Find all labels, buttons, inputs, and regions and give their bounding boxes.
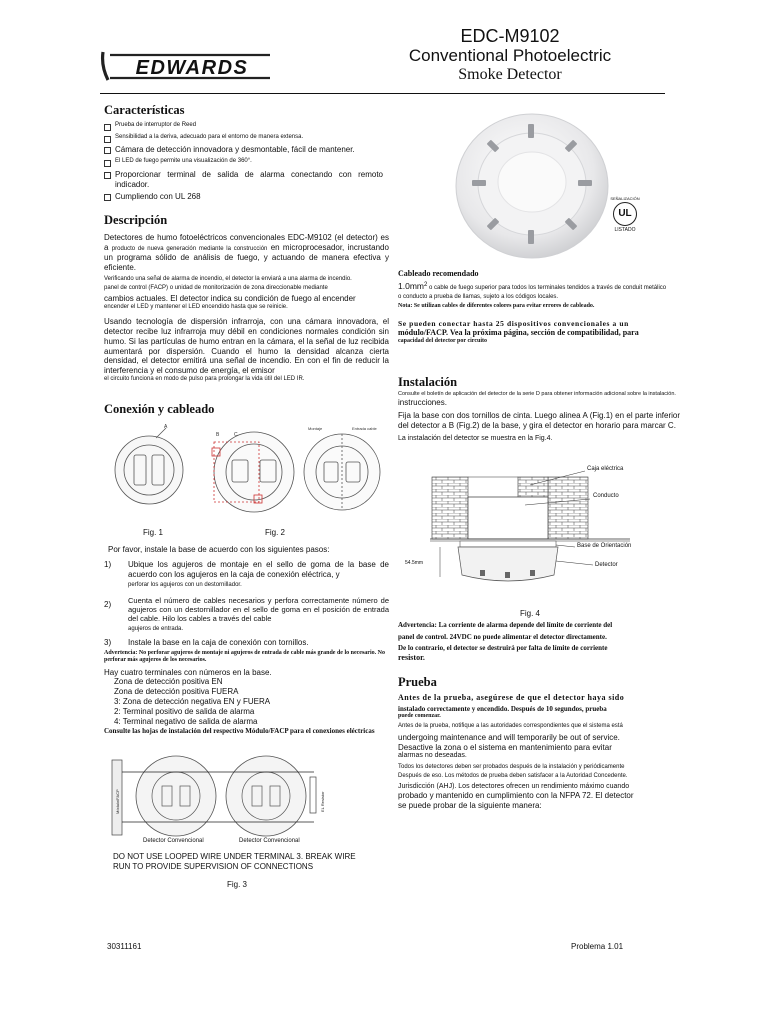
ul-logo-icon: UL (613, 202, 637, 226)
step-2: 2) Cuenta el número de cables necesarios y perfora correctamente número de agujeros con un destornillador en el sello de goma en el posición de entrada del cable. Hilo los cables a través del cable agujeros de entrada. (104, 595, 389, 632)
detector-label-2: Detector Convencional (239, 838, 300, 844)
fig3-caption: Fig. 3 (227, 880, 248, 889)
list-item: Proporcionar terminal de salida de alarma conectando con remoto indicador. (104, 170, 389, 190)
features-heading: Características (104, 103, 185, 117)
terminal-list (104, 677, 389, 727)
checkbox-icon (104, 194, 111, 201)
brand-logo (100, 48, 275, 84)
test-p8: Todos los detectores deben ser probados después de la instalación y periódicamente (398, 763, 625, 770)
fig4-installation-illustration (430, 465, 670, 605)
connection-warning: Advertencia: No perforar agujeros de montaje ni agujeros de entrada de cable más grande de lo necesario. No perforar más agujeros de los necesarios. (104, 650, 385, 664)
label-caja: Caja eléctrica (587, 466, 624, 472)
label-dimension: 54.5mm (405, 560, 424, 566)
fig2-base (212, 432, 294, 512)
svg-text:B: B (216, 432, 220, 438)
checkbox-icon (104, 124, 111, 131)
consult-note: Consulte las hojas de instalación del respectivo Módulo/FACP para el conexiones eléctricas (104, 727, 375, 736)
connection-heading: Conexión y cableado (104, 402, 215, 416)
label-detector: Detector (595, 562, 618, 568)
list-item: Zona de detección positiva FUERA (114, 687, 239, 697)
install-warning (398, 621, 680, 662)
product-line3: Smoke Detector (458, 66, 562, 83)
installation-diagram (430, 465, 670, 605)
list-item: Cámara de detección innovadora y desmontable, fácil de mantener. (104, 145, 389, 155)
install-p1: Fija la base con dos tornillos de cinta. Luego alinea A (Fig.1) en el parte inferior del detector a B (Fig.2) de la base, y gira el detector en horario para marcar C. (398, 411, 680, 431)
smoke-detector-icon (450, 100, 610, 265)
desc-para-7: el circuito funciona en modo de pulso para prolongar la vida útil del LED IR. (104, 375, 305, 382)
detector-photo (450, 100, 610, 265)
wiring-note: Nota: Se utilizan cables de diferentes colores para evitar errores de cableado. (398, 303, 595, 310)
description-heading: Descripción (104, 213, 168, 227)
svg-text:EL Resistor: EL Resistor (320, 791, 325, 812)
list-item: 4: Terminal negativo de salida de alarma (114, 717, 258, 727)
el-resistor (310, 777, 316, 813)
desc-para-3: panel de control (FACP) o unidad de monitorización de zona direccionable mediante (104, 284, 328, 291)
checkbox-icon (104, 160, 111, 167)
svg-text:Entrada cable: Entrada cable (352, 426, 377, 431)
test-p1: Antes de la prueba, asegúrese de que el detector haya sido (398, 693, 625, 702)
doc-number: 30311161 (107, 942, 142, 951)
steps-intro: Por favor, instale la base de acuerdo con los siguientes pasos: (108, 545, 330, 554)
desc-para-1: Detectores de humo fotoeléctricos convencionales EDC-M9102 (el detector) es a producto de nueva generación mediante la construcción en microprocesador, incrustando un programa sólido de análisis de fuego, y actuando de manera efectiva y eficiente. (104, 233, 389, 272)
fig2-caption: Fig. 2 (265, 528, 286, 537)
step-1: 1) Ubique los agujeros de montaje en el sello de goma de la base de acuerdo con los agujeros en la caja de conexión eléctrica, y perforar los agujeros con un destornillador. (104, 559, 389, 589)
desc-para-6: Usando tecnología de dispersión infrarroja, con una cámara innovadora, el detector recibe luz infrarroja muy débil en condiciones normales condición sin humo. Si las partículas de humo entran en la cámara, el la señal de luz recibida aumentará por dispersión. Cuando el humo la densidad alcanza cierta densidad, el detector emitirá una señal de incendio. En con el fin de reducir la interferencia y el consumo de energía, el emisor (104, 317, 389, 375)
wiring-line2: o conducto a prueba de llamas, sujeto a los códigos locales. (398, 294, 559, 301)
checkbox-icon (104, 136, 111, 143)
install-heading: Instalación (398, 375, 458, 389)
desc-para-5: encender el LED y mantener el LED encendido hasta que se reinicie. (104, 303, 288, 310)
list-item: 2: Terminal positivo de salida de alarma (114, 707, 255, 717)
terminals-intro: Hay cuatro terminales con números en la base. (104, 667, 272, 677)
ul-listed-mark (608, 196, 642, 233)
features-list (104, 122, 389, 202)
install-body (398, 391, 680, 443)
desc-para-4: cambios actuales. El detector indica su condición de fuego al encender (104, 294, 356, 304)
warn-line3: De lo contrario, el detector se destruirá por falta de límite de corriente (398, 644, 608, 653)
description-body (104, 233, 389, 383)
svg-text:Montaje: Montaje (308, 426, 323, 431)
wiring-line1: $1.0mm^2$ o cable de fuego superior para todos los terminales tendidos a través de conduit metálico (398, 280, 667, 291)
list-item: 3: Zona de detección negativa EN y FUERA (114, 697, 271, 707)
wiring-recommended (398, 269, 678, 345)
install-l0b: instrucciones. (398, 397, 447, 407)
header-rule (100, 93, 665, 94)
detector-base-illustration (104, 420, 389, 525)
issue-number: Problema 1.01 (571, 942, 624, 951)
list-item: Sensibilidad a la deriva, adecuado para el entorno de manera extensa. (104, 134, 389, 143)
test-p3: puede comenzar. (398, 713, 441, 720)
fig2-base-detail (304, 434, 380, 510)
checkbox-icon (104, 172, 111, 179)
warn-line2: panel de control. 24VDC no puede alimentar el detector directamente. (398, 632, 607, 641)
detector-label-1: Detector Convencional (143, 838, 204, 844)
label-base: Base de Orientación (577, 543, 632, 549)
wiring-p3: capacidad del detector por circuito (398, 337, 487, 344)
test-p9: Después de eso. Los métodos de prueba deben satisfacer a la Autoridad Concedente. (398, 773, 628, 780)
fig4-caption: Fig. 4 (520, 609, 541, 618)
checkbox-icon (104, 147, 111, 154)
wiring-diagram (104, 752, 344, 852)
test-p10: Jurisdicción (AHJ). Los detectores ofrecen un rendimiento máximo cuando (398, 782, 630, 790)
test-p11: probado y mantenido en cumplimiento con la NFPA 72. El detector (398, 791, 634, 801)
test-body (398, 693, 680, 811)
ul-bottom-text: LISTADO (614, 227, 636, 233)
test-p7: alarmas no deseadas. (398, 752, 467, 760)
test-p2: instalado correctamente y encendido. Después de 10 segundos, prueba (398, 704, 607, 713)
list-item: Cumpliendo con UL 268 (104, 192, 389, 202)
wiring-p1: Se pueden conectar hasta 25 dispositivos convencionales a un (398, 318, 629, 328)
test-p4: Antes de la prueba, notifique a las autoridades correspondientes que el sistema está (398, 722, 623, 729)
wiring-p2: módulo/FACP. Vea la próxima página, sección de compatibilidad, para (398, 327, 639, 337)
base-figures (104, 420, 389, 525)
install-p2: La instalación del detector se muestra en la Fig.4. (398, 434, 553, 442)
install-l0: Consulte el boletín de aplicación del detector de la serie D para obtener información adicional sobre la instalación. (398, 391, 676, 397)
svg-text:C: C (234, 432, 238, 438)
list-item: El LED de fuego permite una visualización de 360°. (104, 158, 389, 167)
fig1-detector-bottom (115, 428, 183, 504)
test-heading: Prueba (398, 675, 437, 689)
test-p6: Desactive la zona o el sistema en mantenimiento para evitar (398, 742, 612, 752)
product-title (360, 26, 660, 84)
fig1-caption: Fig. 1 (143, 528, 164, 537)
wiring-note: DO NOT USE LOOPED WIRE UNDER TERMINAL 3. BREAK WIRE RUN TO PROVIDE SUPERVISION OF CONNECTIONS (113, 852, 356, 871)
test-p5: undergoing maintenance and will temporarily be out of service. (398, 732, 620, 742)
electrical-box (468, 497, 548, 539)
list-item: Zona de detección positiva EN (114, 677, 223, 687)
product-line2: Conventional Photoelectric (408, 46, 612, 65)
wiring-heading: Cableado recomendado (398, 269, 479, 278)
test-p12: se puede probar de la siguiente manera: (398, 800, 542, 810)
svg-text:Módulo/FACP: Módulo/FACP (115, 789, 120, 814)
edwards-logo-icon (100, 48, 275, 84)
warn-line4: resistor. (398, 652, 425, 662)
svg-text:EDWARDS: EDWARDS (135, 57, 249, 79)
warn-line1: Advertencia: La corriente de alarma depende del límite de corriente del (398, 621, 613, 629)
svg-text:A: A (164, 424, 168, 430)
label-conducto: Conducto (593, 493, 619, 499)
step-3: 3) Instale la base en la caja de conexión con tornillos. (104, 638, 309, 648)
list-item: Prueba de interruptor de Reed (104, 122, 389, 131)
ul-top-text: SEÑALIZACIÓN (610, 196, 640, 201)
model-number: EDC-M9102 (460, 26, 560, 46)
desc-para-2: Verificando una señal de alarma de incendio, el detector la enviará a una alarma de incendio. (104, 275, 352, 282)
fig3-wiring-illustration (104, 752, 344, 852)
installation-steps (104, 545, 389, 736)
